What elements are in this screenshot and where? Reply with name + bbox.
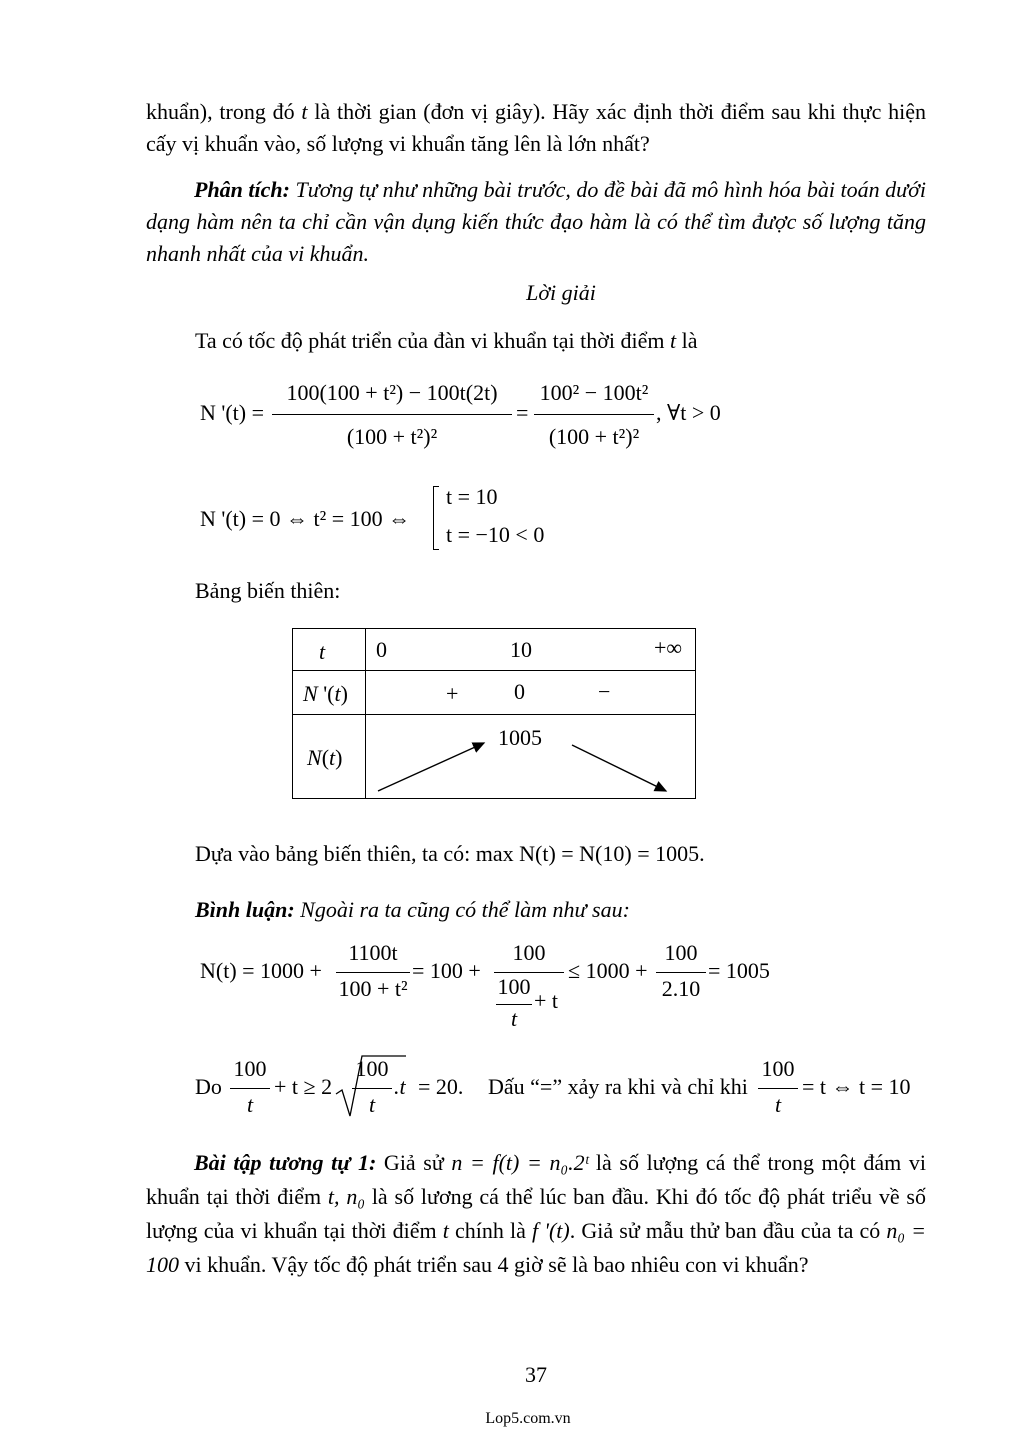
variation-table xyxy=(292,628,696,799)
sign-zero: 0 xyxy=(514,679,525,704)
exercise-paragraph: Bài tập tương tự 1: Giả sử n = f(t) = n₀.2ᵗ là số lượng cá thể trong một đám vi khuẩn tại thời điểm t, n₀ là số lương cá thể lúc ban đầu. Khi đó tốc độ phát triểu về số lượng của vi khuẩn tại thời điểm t chính là f '(t). Giả sử mẫu thử ban đầu của ta có n₀ = 100 vi khuẩn. Vậy tốc độ phát triển sau 4 giờ sẽ là bao nhiêu con vi khuẩn? xyxy=(146,1150,926,1277)
table-row-function: N(t) xyxy=(293,715,366,799)
comment-text: Ngoài ra ta cũng có thể làm như sau: xyxy=(294,897,630,922)
comment-line xyxy=(195,894,630,926)
eq1-condition: , ∀t > 0 xyxy=(656,400,721,425)
variation-arrows xyxy=(366,715,696,799)
decreasing-arrow xyxy=(572,745,666,791)
t-value-10: 10 xyxy=(510,637,532,662)
eq1-bar1 xyxy=(272,414,512,415)
eq1-bar2 xyxy=(534,414,654,415)
sign-minus: − xyxy=(598,679,611,704)
eq1-den1: (100 + t²)² xyxy=(346,424,438,449)
comment-label: Bình luận: xyxy=(195,897,295,922)
exercise-label: Bài tập tương tự 1: xyxy=(194,1150,377,1175)
eq3-f3-num: 100 xyxy=(664,940,698,965)
table-row-derivative: N '(t) xyxy=(293,671,366,715)
eq1-num1: 100(100 + t²) − 100t(2t) xyxy=(286,380,498,405)
intro-text-1: khuẩn), trong đó xyxy=(146,99,302,124)
eq3-lhs: N(t) = 1000 + xyxy=(200,958,322,983)
eq2-case1: t = 10 xyxy=(446,484,498,509)
increasing-arrow xyxy=(378,743,484,791)
speed-sentence: Ta có tốc độ phát triển của đàn vi khuẩn tại thời điểm t là xyxy=(195,328,698,353)
eq3-le: ≤ 1000 + xyxy=(568,958,648,983)
eq4-text: Dấu “=” xảy ra khi và chỉ khi xyxy=(488,1074,748,1099)
eq1-den2: (100 + t²)² xyxy=(548,424,640,449)
intro-text-2: là thời gian (đơn vị giây). Hãy xác định thời điểm sau khi thực hiện cấy vị khuẩn vào, số lượng vi khuẩn tăng lên là lớn nhất? xyxy=(146,99,926,156)
analysis-label: Phân tích: xyxy=(194,177,290,202)
eq3-result: = 1005 xyxy=(708,958,770,983)
max-value: 1005 xyxy=(498,725,542,750)
eq3-mid: = 100 + xyxy=(412,958,481,983)
conclusion-formula: max N(t) = N(10) = 1005 xyxy=(475,841,700,866)
intro-var-t: t xyxy=(301,99,308,124)
eq4-do: Do xyxy=(195,1074,222,1099)
eq3-f2-den-den: t xyxy=(510,1006,518,1031)
solution-title: Lời giải xyxy=(526,280,596,305)
eq3-f2-den-plus: + t xyxy=(534,988,559,1013)
eq2-lhs: N '(t) = 0 ⇔ t² = 100 ⇔ xyxy=(200,506,411,531)
eq3-f1-num: 1100t xyxy=(348,940,398,965)
eq2-case2: t = −10 < 0 xyxy=(446,522,545,547)
analysis-paragraph xyxy=(146,174,926,270)
sign-plus: + xyxy=(446,681,459,706)
intro-paragraph xyxy=(146,96,926,160)
eq1-lhs: N '(t) = xyxy=(200,400,265,425)
table-row-t: t xyxy=(293,629,366,671)
page-number: 37 xyxy=(525,1362,547,1387)
eq3-f2-den-num: 100 xyxy=(497,974,531,999)
eq3-f3-den: 2.10 xyxy=(661,976,701,1001)
table-title: Bảng biến thiên: xyxy=(195,578,341,603)
footer-link[interactable]: Lop5.com.vn xyxy=(485,1410,571,1427)
t-value-inf: +∞ xyxy=(654,635,683,660)
eq3-f2-num: 100 xyxy=(512,940,546,965)
analysis-text: Tương tự như những bài trước, do đề bài đã mô hình hóa bài toán dưới dạng hàm nên ta chỉ cần vận dụng kiến thức đạo hàm là có thể tìm được số lượng tăng nhanh nhất của vi khuẩn. xyxy=(146,177,926,266)
eq2-bracket xyxy=(433,486,439,550)
t-value-0: 0 xyxy=(376,637,387,662)
conclusion-line: Dựa vào bảng biến thiên, ta có: max N(t) = N(10) = 1005. xyxy=(195,841,705,866)
eq1-num2: 100² − 100t² xyxy=(539,380,649,405)
eq3-f1-den: 100 + t² xyxy=(338,976,408,1001)
eq1-equals: = xyxy=(516,400,529,425)
